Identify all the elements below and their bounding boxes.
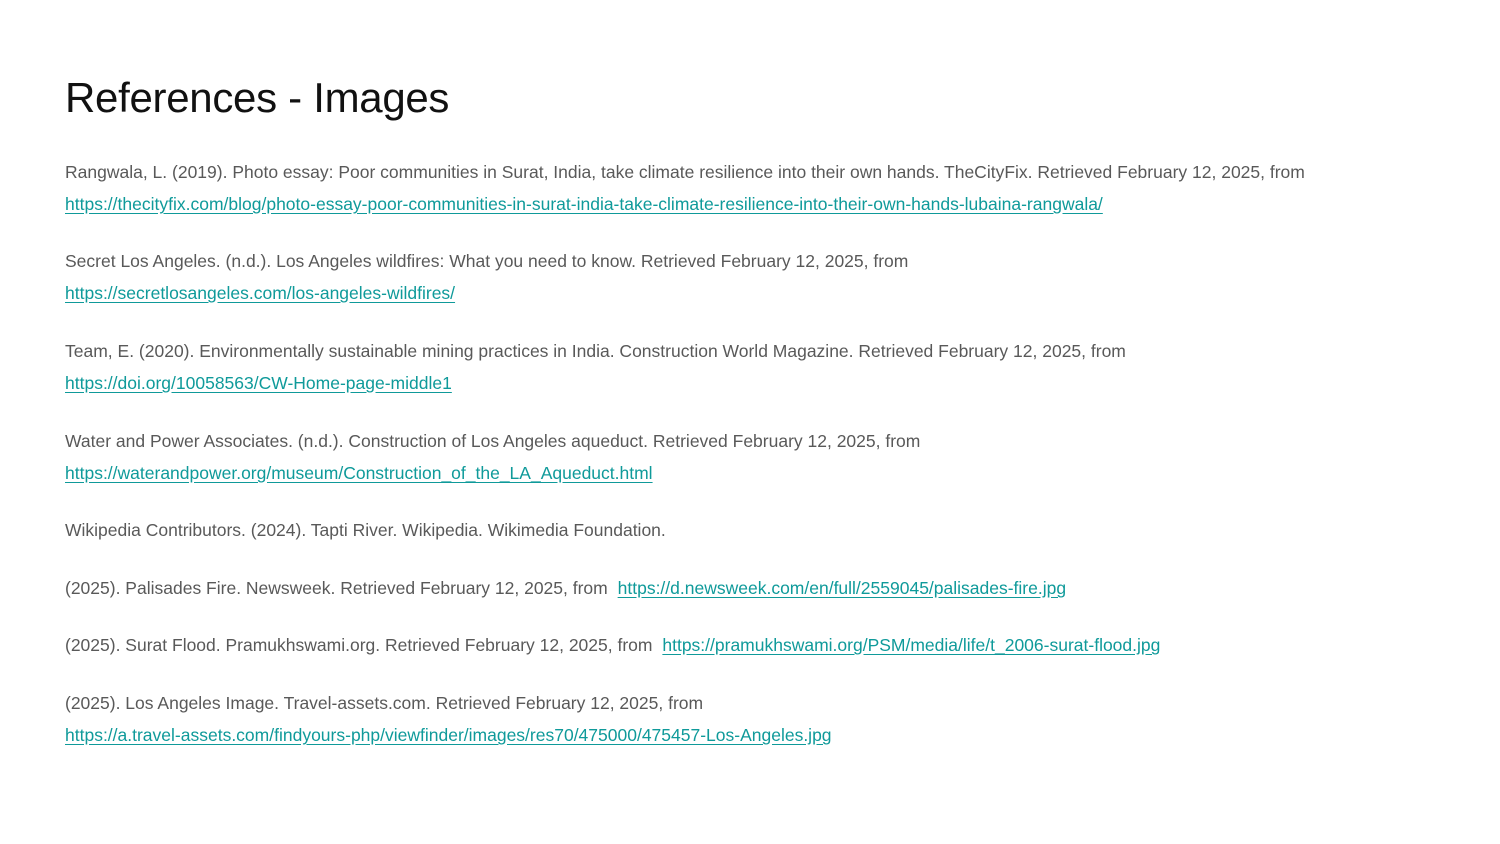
reference-text: (2025). Los Angeles Image. Travel-assets.com. Retrieved February 12, 2025, from [65, 693, 704, 713]
reference-text: Secret Los Angeles. (n.d.). Los Angeles wildfires: What you need to know. Retrieved February 12, 2025, from [65, 251, 909, 271]
reference-link[interactable]: https://pramukhswami.org/PSM/media/life/t_2006-surat-flood.jpg [662, 635, 1161, 655]
reference-link[interactable]: https://d.newsweek.com/en/full/2559045/palisades-fire.jpg [617, 578, 1067, 598]
reference-text: Wikipedia Contributors. (2024). Tapti River. Wikipedia. Wikimedia Foundation. [65, 520, 666, 540]
reference-item-palisades-fire [65, 572, 1465, 604]
reference-item-rangwala [65, 156, 1465, 220]
reference-text: (2025). Palisades Fire. Newsweek. Retrieved February 12, 2025, from [65, 578, 608, 598]
reference-item-secret-los-angeles [65, 245, 1465, 309]
reference-item-wikipedia [65, 514, 1465, 546]
reference-link[interactable]: https://waterandpower.org/museum/Construction_of_the_LA_Aqueduct.html [65, 463, 653, 483]
reference-link[interactable]: https://doi.org/10058563/CW-Home-page-middle1 [65, 373, 452, 393]
reference-text: (2025). Surat Flood. Pramukhswami.org. Retrieved February 12, 2025, from [65, 635, 653, 655]
reference-link[interactable]: https://a.travel-assets.com/findyours-php/viewfinder/images/res70/475000/475457-Los-Angeles.jpg [65, 725, 832, 745]
reference-text: Rangwala, L. (2019). Photo essay: Poor communities in Surat, India, take climate resilience into their own hands. TheCityFix. Retrieved February 12, 2025, from [65, 162, 1305, 182]
reference-item-water-and-power [65, 425, 1465, 489]
reference-item-los-angeles-image [65, 687, 1465, 751]
reference-link[interactable]: https://thecityfix.com/blog/photo-essay-poor-communities-in-surat-india-take-climate-resilience-into-their-own-hands-lubaina-rangwala/ [65, 194, 1103, 214]
reference-text: Team, E. (2020). Environmentally sustainable mining practices in India. Construction World Magazine. Retrieved February 12, 2025, from [65, 341, 1126, 361]
reference-text: Water and Power Associates. (n.d.). Construction of Los Angeles aqueduct. Retrieved February 12, 2025, from [65, 431, 921, 451]
page-title: References - Images [65, 74, 450, 121]
reference-item-team-e [65, 335, 1465, 399]
reference-link[interactable]: https://secretlosangeles.com/los-angeles-wildfires/ [65, 283, 456, 303]
reference-item-surat-flood [65, 629, 1465, 661]
